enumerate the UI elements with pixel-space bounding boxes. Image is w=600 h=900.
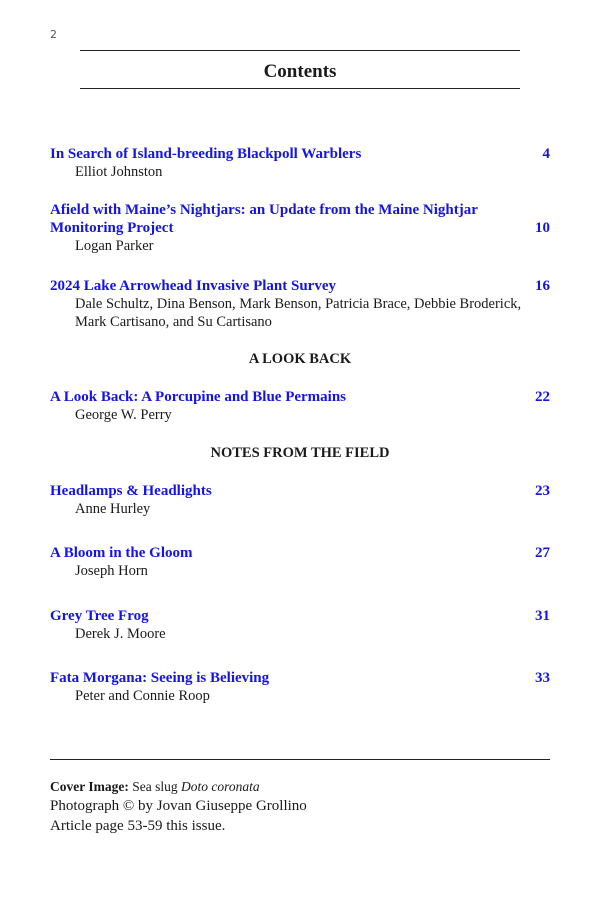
cover-image-species: Doto coronata [180, 779, 260, 794]
toc-entry [50, 669, 550, 705]
toc-entry-authors: Joseph Horn [75, 563, 148, 579]
footer-divider [50, 759, 550, 760]
toc-entry-page-number[interactable]: 33 [535, 670, 550, 686]
page-number: 2 [50, 28, 57, 41]
toc-entry [50, 277, 550, 331]
toc-entry-title-link[interactable]: 2024 Lake Arrowhead Invasive Plant Survey [50, 278, 336, 294]
toc-entry-authors: Elliot Johnston [75, 164, 163, 180]
toc-entry-page-number[interactable]: 27 [535, 545, 550, 561]
toc-entry-page-number[interactable]: 4 [542, 146, 550, 162]
toc-entry [50, 388, 550, 424]
toc-entry-title-link[interactable]: Fata Morgana: Seeing is Believing [50, 670, 270, 686]
toc-entry-authors: George W. Perry [75, 407, 172, 423]
toc-entry-authors: Peter and Connie Roop [75, 688, 210, 704]
toc-entry-title-link[interactable]: In Search of Island-breeding Blackpoll Warblers [50, 146, 362, 162]
toc-entry-page-number[interactable]: 22 [535, 389, 550, 405]
toc-entry-authors: Logan Parker [75, 238, 154, 254]
toc-entry [50, 607, 550, 643]
section-heading-notes-from-field: NOTES FROM THE FIELD [210, 445, 390, 461]
toc-entry-page-number[interactable]: 31 [535, 608, 550, 624]
toc-entry-title-link[interactable]: Grey Tree Frog [50, 608, 149, 624]
section-heading-look-back: A LOOK BACK [248, 351, 352, 367]
toc-entry-title-link[interactable]: A Bloom in the Gloom [50, 545, 193, 561]
cover-image-subject: Sea slug [132, 779, 178, 794]
toc-entry [50, 201, 550, 255]
article-reference: Article page 53-59 this issue. [50, 818, 226, 834]
photo-credit: Photograph © by Jovan Giuseppe Grollino [50, 798, 307, 814]
cover-image-caption [50, 778, 260, 796]
page-title: Contents [263, 61, 337, 82]
title-rule-top [80, 50, 520, 51]
toc-entry-title-link[interactable]: A Look Back: A Porcupine and Blue Permains [50, 389, 347, 405]
toc-entry [50, 544, 550, 580]
toc-entry-authors: Derek J. Moore [75, 626, 166, 642]
toc-entry-page-number[interactable]: 10 [535, 220, 550, 236]
toc-entry-page-number[interactable]: 16 [535, 278, 550, 294]
toc-entry [50, 482, 550, 518]
toc-entry-title-link[interactable]: Afield with Maine’s Nightjars: an Update from the Maine Nightjar Monitoring Project [50, 202, 478, 236]
toc-entry-page-number[interactable]: 23 [535, 483, 550, 499]
toc-entry [50, 145, 550, 181]
toc-entry-authors: Anne Hurley [75, 501, 151, 517]
title-rule-bottom [80, 88, 520, 89]
toc-entry-authors: Dale Schultz, Dina Benson, Mark Benson, Patricia Brace, Debbie Broderick, Mark Cartisano, and Su Cartisano [75, 296, 522, 330]
toc-entry-title-link[interactable]: Headlamps & Headlights [50, 483, 212, 499]
cover-image-label: Cover Image: [50, 779, 129, 794]
